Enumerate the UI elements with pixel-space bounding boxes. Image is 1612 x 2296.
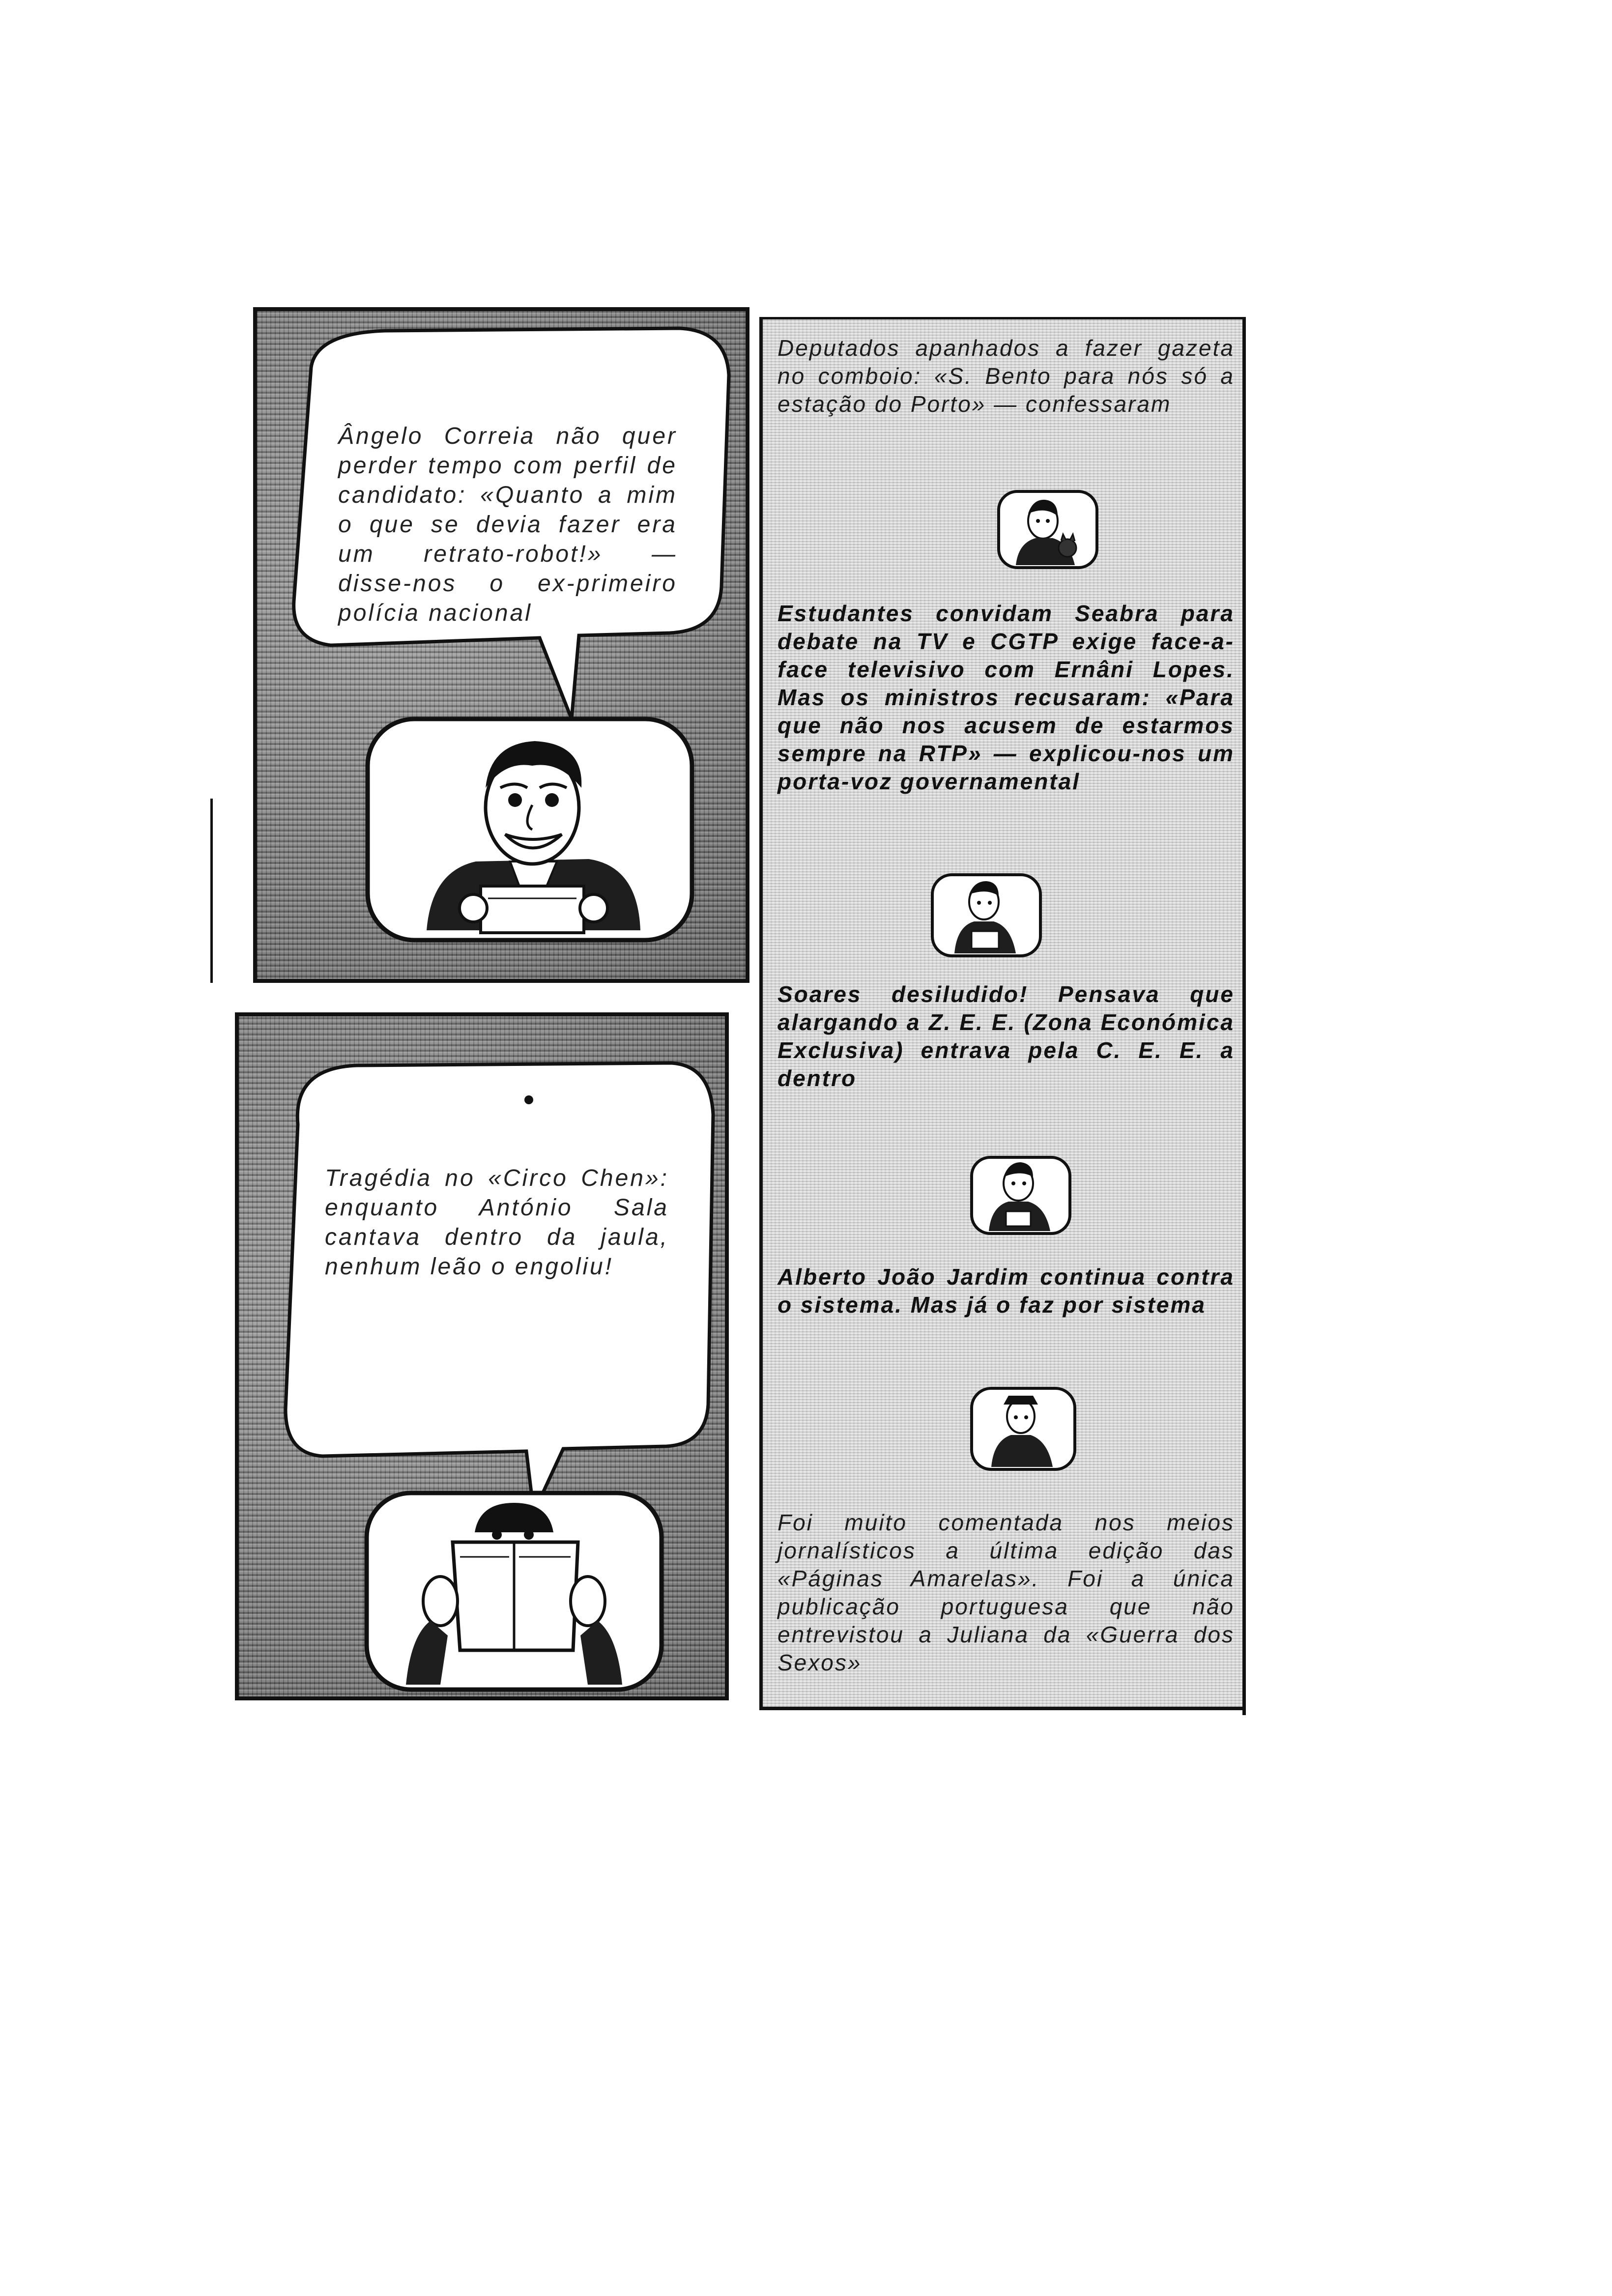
cartoon-panel-2 (235, 1012, 729, 1700)
news-item-4: Alberto João Jardim continua contra o sistema. Mas já o faz por sistema (777, 1264, 1235, 1318)
news-item-1: Deputados apanhados a fazer gazeta no comboio: «S. Bento para nós só a estação do Porto» — confessaram (777, 335, 1235, 417)
news-item-3: Soares desiludido! Pensava que alargando a Z. E. E. (Zona Económica Exclusiva) entrava pela C. E. E. a dentro (777, 981, 1235, 1091)
panel-2-caption: Tragédia no «Circo Chen»: enquanto António Sala cantava dentro da jaula, nenhum leão o engoliu! (325, 1165, 669, 1280)
tv-presenter-with-papers-icon (363, 714, 697, 945)
margin-rule-mark (210, 799, 213, 983)
tv-man-with-hat-icon (969, 1386, 1077, 1472)
tv-presenter-reading-newspaper-icon (362, 1488, 666, 1694)
news-item-5: Foi muito comentada nos meios jornalísticos a última edição das «Páginas Amarelas». Foi a única publicação portuguesa que não entrevistou a Juliana da «Guerra dos Sexos» (777, 1510, 1235, 1675)
panel-1-caption: Ângelo Correia não quer perder tempo com perfil de candidato: «Quanto a mim o que se devia fazer era um retrato-robot!» — disse-nos o ex-primeiro polícia nacional (338, 423, 677, 626)
tv-man-seated-icon (969, 1155, 1072, 1236)
column-end-mark (1242, 1691, 1246, 1715)
news-briefs-column (759, 317, 1246, 1710)
tv-man-holding-cat-icon (996, 489, 1099, 570)
tv-man-at-desk-icon (930, 872, 1043, 958)
cartoon-panel-1 (253, 307, 749, 983)
news-item-2: Estudantes convidam Seabra para debate na TV e CGTP exige face-a-face televisivo com Ernâni Lopes. Mas os ministros recusaram: «Para que não nos acusem de estarmos sempre na RTP» — explicou-nos um porta-voz governamental (777, 601, 1235, 794)
